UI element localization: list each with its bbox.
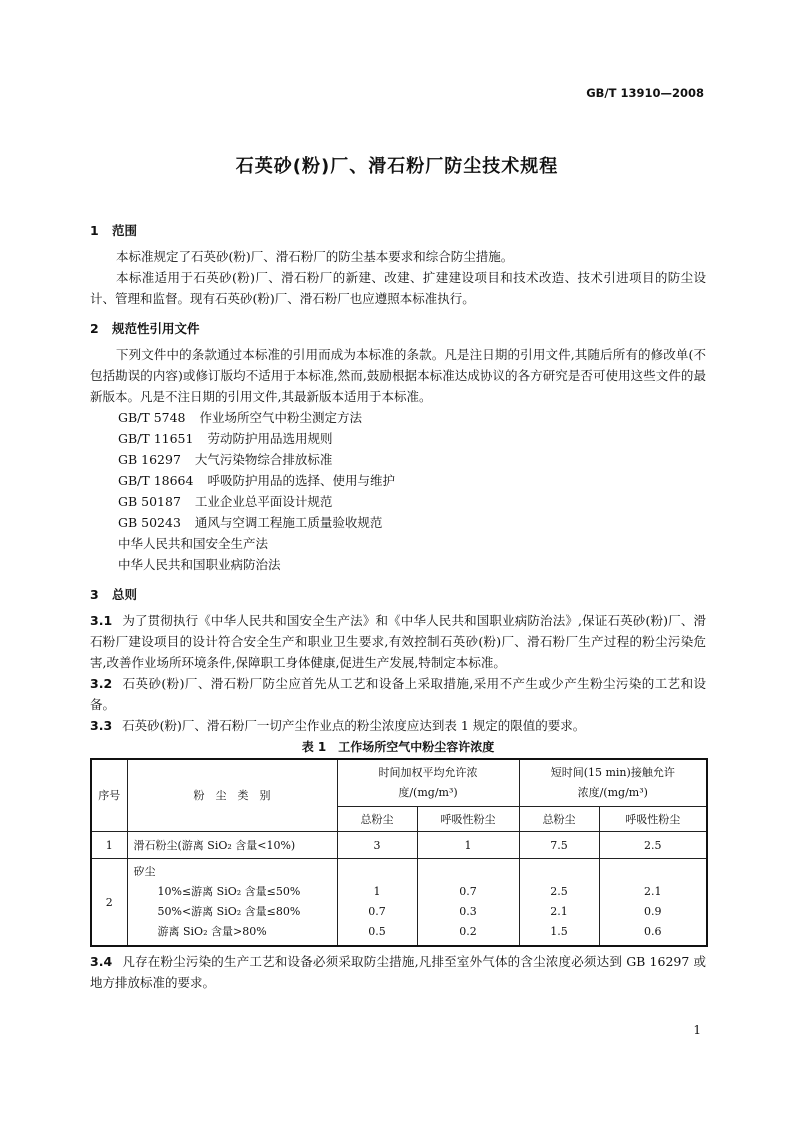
value: 0.7 (368, 905, 386, 918)
dust-subtype: 50%<游离 SiO₂ 含量≤80% (157, 905, 301, 918)
reference-law: 中华人民共和国安全生产法 (118, 536, 269, 551)
clause-3-4 (90, 951, 706, 993)
reference-item (90, 512, 706, 533)
cell-stel-total (519, 859, 599, 947)
value: 2.1 (644, 885, 662, 898)
reference-title: 大气污染物综合排放标准 (194, 452, 333, 467)
dust-group-label: 矽尘 (133, 865, 156, 878)
reference-title: 作业场所空气中粉尘测定方法 (199, 410, 363, 425)
cell-dust-type (127, 859, 337, 947)
section-title: 范围 (112, 223, 138, 238)
cell-twa-resp (417, 859, 519, 947)
value: 0.7 (459, 885, 477, 898)
value: 2.1 (550, 905, 568, 918)
reference-title: 呼吸防护用品的选择、使用与维护 (207, 473, 395, 488)
cell-stel-resp (599, 859, 707, 947)
cell-stel-total: 7.5 (519, 832, 599, 859)
value: 0.6 (644, 925, 662, 938)
dust-limit-table (90, 758, 708, 947)
cell-stel-resp: 2.5 (599, 832, 707, 859)
value: 0.3 (459, 905, 477, 918)
reference-item (90, 470, 706, 491)
section-number: 2 (90, 321, 99, 336)
clause-3-1 (90, 610, 706, 673)
table-row (91, 832, 707, 859)
clause-text: 石英砂(粉)厂、滑石粉厂一切产尘作业点的粉尘浓度应达到表 1 规定的限值的要求。 (122, 718, 586, 733)
value: 1 (373, 885, 381, 898)
clause-number: 3.2 (90, 676, 113, 691)
cell-no: 1 (91, 832, 127, 859)
section-3-heading (90, 584, 706, 606)
section-1-heading (90, 220, 706, 242)
reference-code: GB/T 5748 (118, 410, 186, 425)
standard-code: GB/T 13910—2008 (586, 86, 704, 100)
reference-item (90, 491, 706, 512)
clause-text: 石英砂(粉)厂、滑石粉厂防尘应首先从工艺和设备上采取措施,采用不产生或少产生粉尘污染的工艺和设备。 (90, 676, 706, 712)
header-twa-total: 总粉尘 (337, 807, 417, 832)
cell-twa-total (337, 859, 417, 947)
page-number: 1 (693, 1023, 701, 1037)
section-title: 总则 (112, 587, 138, 602)
cell-twa-total: 3 (337, 832, 417, 859)
value: 1.5 (550, 925, 568, 938)
section-number: 3 (90, 587, 99, 602)
reference-code: GB 50243 (118, 515, 181, 530)
reference-title: 劳动防护用品选用规则 (207, 431, 333, 446)
header-stel-total: 总粉尘 (519, 807, 599, 832)
reference-code: GB 50187 (118, 494, 181, 509)
section-2-heading (90, 318, 706, 340)
header-no: 序号 (91, 759, 127, 832)
header-dust-type: 粉 尘 类 别 (127, 759, 337, 832)
reference-law: 中华人民共和国职业病防治法 (118, 557, 281, 572)
value: 0.2 (459, 925, 477, 938)
section-title: 规范性引用文件 (112, 321, 200, 336)
paragraph: 下列文件中的条款通过本标准的引用而成为本标准的条款。凡是注日期的引用文件,其随后所有的修改单(不包括勘误的内容)或修订版均不适用于本标准,然而,鼓励根据本标准达成协议的各方研究是否可使用这些文件的最新版本。凡是不注日期的引用文件,其最新版本适用于本标准。 (90, 347, 706, 404)
reference-item (90, 407, 706, 428)
table-row (91, 859, 707, 947)
reference-code: GB/T 11651 (118, 431, 194, 446)
document-title: 石英砂(粉)厂、滑石粉厂防尘技术规程 (235, 156, 559, 177)
reference-title: 工业企业总平面设计规范 (194, 494, 333, 509)
paragraph: 本标准适用于石英砂(粉)厂、滑石粉厂的新建、改建、扩建建设项目和技术改造、技术引进项目的防尘设计、管理和监督。现有石英砂(粉)厂、滑石粉厂也应遵照本标准执行。 (90, 270, 706, 306)
cell-twa-resp: 1 (417, 832, 519, 859)
clause-3-3 (90, 715, 706, 736)
reference-item (90, 428, 706, 449)
value: 2.5 (550, 885, 568, 898)
cell-no: 2 (91, 859, 127, 947)
clause-text: 凡存在粉尘污染的生产工艺和设备必须采取防尘措施,凡排至室外气体的含尘浓度必须达到 GB 16297 或地方排放标准的要求。 (90, 954, 706, 990)
value: 0.9 (644, 905, 662, 918)
header-stel: 短时间(15 min)接触允许浓度/(mg/m³) (519, 759, 707, 807)
reference-code: GB 16297 (118, 452, 181, 467)
dust-subtype: 游离 SiO₂ 含量>80% (157, 925, 267, 938)
table-header-row (91, 759, 707, 807)
dust-subtype: 10%≤游离 SiO₂ 含量≤50% (157, 885, 301, 898)
clause-number: 3.3 (90, 718, 113, 733)
reference-item (90, 449, 706, 470)
section-number: 1 (90, 223, 99, 238)
clause-number: 3.1 (90, 613, 113, 628)
value: 0.5 (368, 925, 386, 938)
header-stel-resp: 呼吸性粉尘 (599, 807, 707, 832)
clause-3-2 (90, 673, 706, 715)
reference-title: 通风与空调工程施工质量验收规范 (194, 515, 383, 530)
table-caption (90, 736, 706, 758)
header-twa-resp: 呼吸性粉尘 (417, 807, 519, 832)
document-body (90, 220, 706, 993)
cell-dust-type: 滑石粉尘(游离 SiO₂ 含量<10%) (127, 832, 337, 859)
header-twa: 时间加权平均允许浓度/(mg/m³) (337, 759, 519, 807)
table-title: 工作场所空气中粉尘容许浓度 (338, 740, 495, 754)
paragraph: 本标准规定了石英砂(粉)厂、滑石粉厂的防尘基本要求和综合防尘措施。 (116, 249, 514, 264)
reference-code: GB/T 18664 (118, 473, 194, 488)
clause-text: 为了贯彻执行《中华人民共和国安全生产法》和《中华人民共和国职业病防治法》,保证石英砂(粉)厂、滑石粉厂建设项目的设计符合安全生产和职业卫生要求,有效控制石英砂(粉)厂、滑石粉厂生产过程的粉尘污染危害,改善作业场所环境条件,保障职工身体健康,促进生产发展,特制定本标准。 (90, 613, 706, 670)
clause-number: 3.4 (90, 954, 113, 969)
table-label: 表 1 (301, 740, 327, 754)
